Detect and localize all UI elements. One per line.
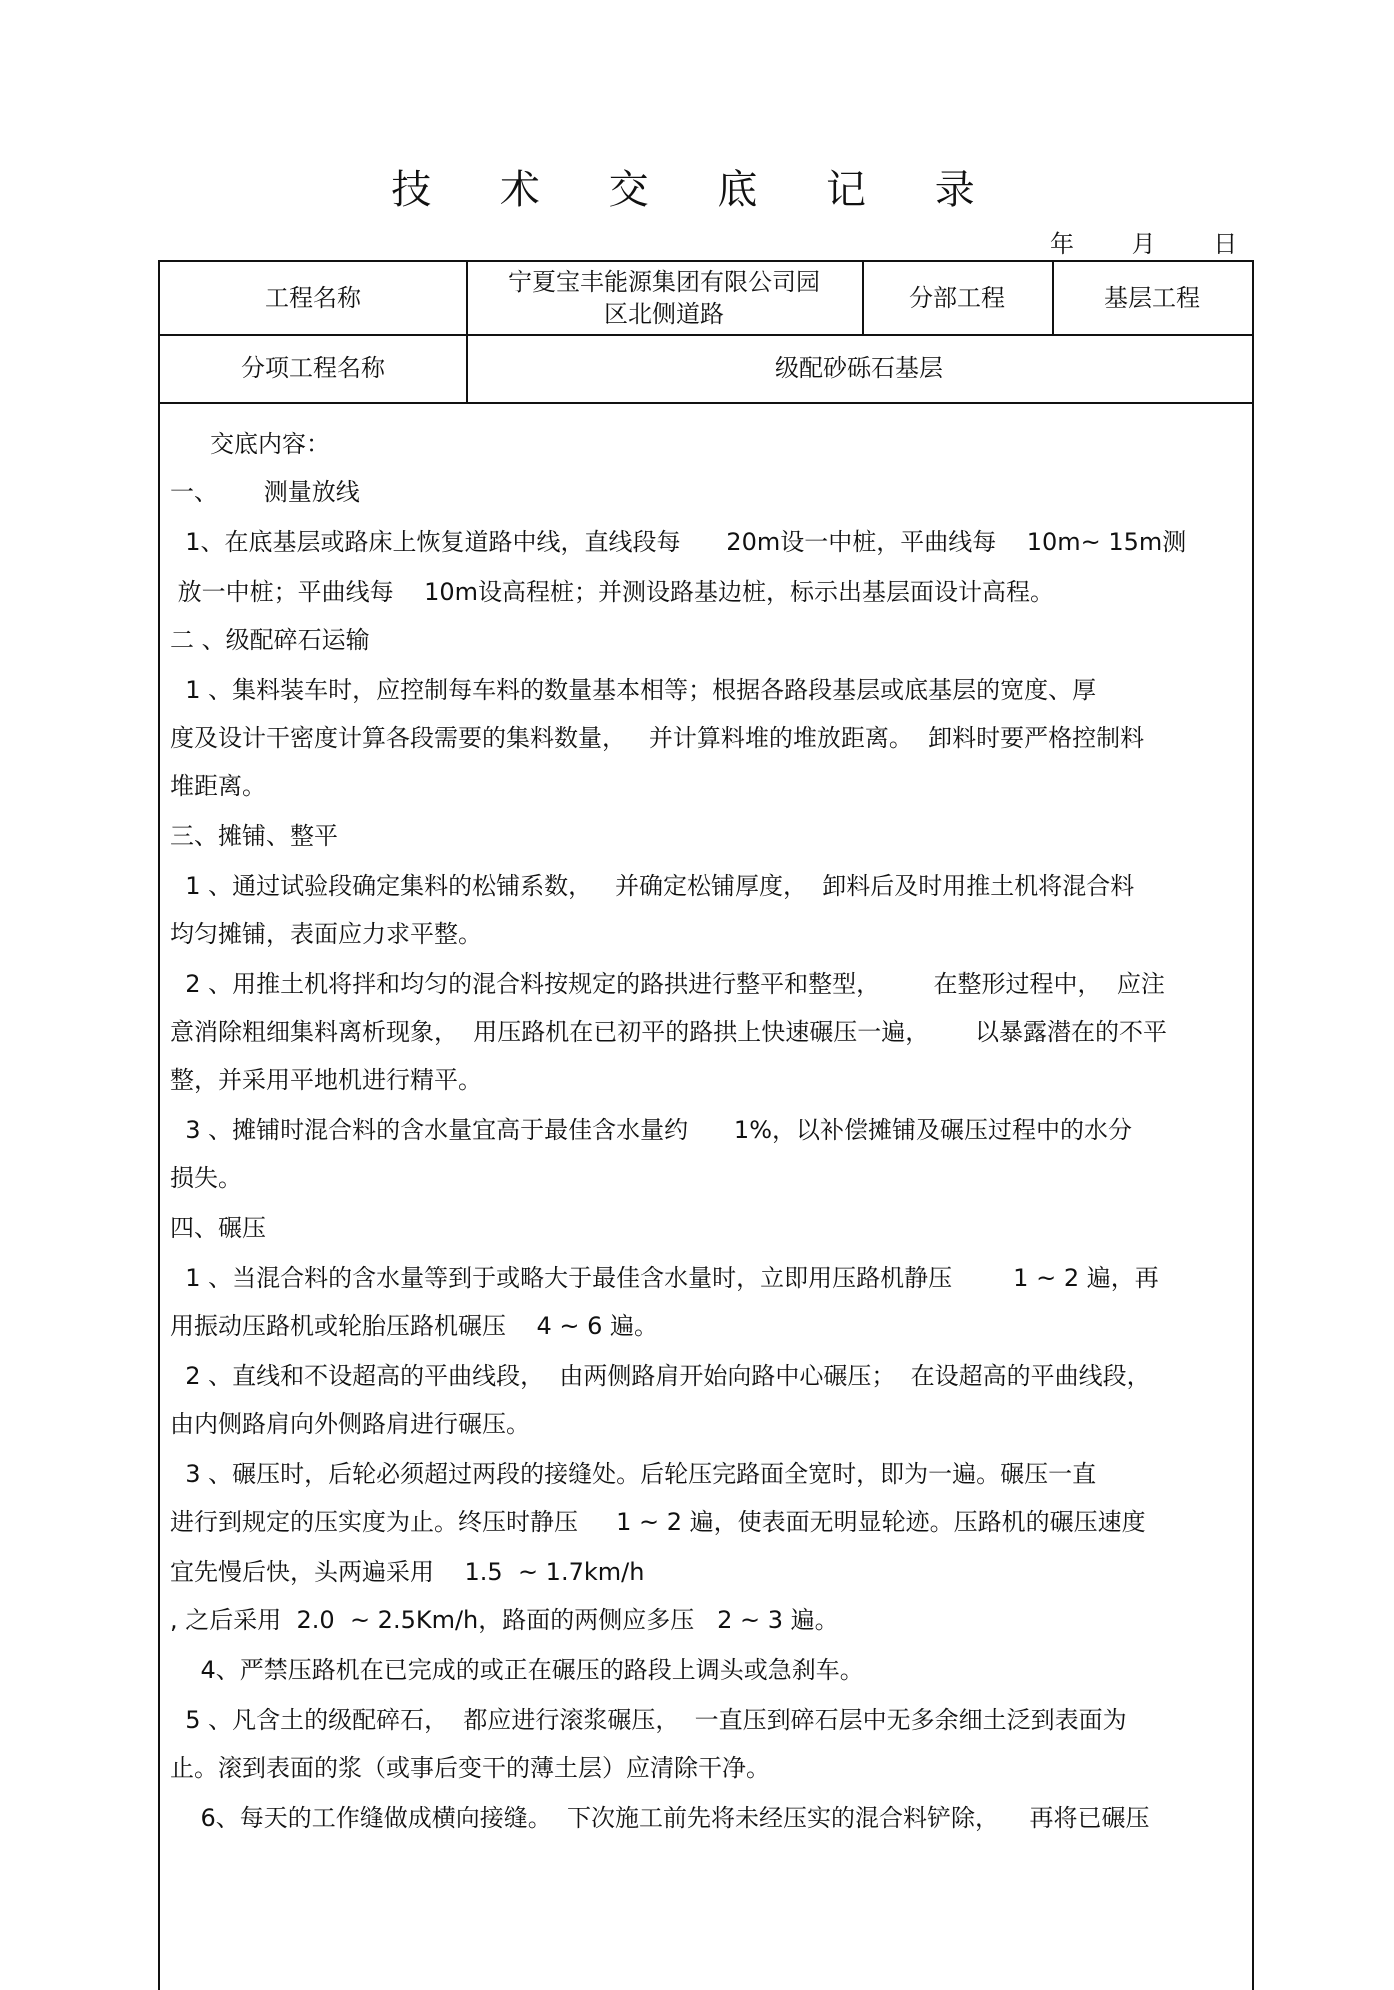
content-line: 四、碾压	[170, 1214, 266, 1242]
project-name-line-2: 区北侧道路	[604, 300, 724, 328]
item-name-value: 级配砂砾石基层	[775, 354, 943, 382]
content-line: 3 、碾压时，后轮必须超过两段的接缝处。后轮压完路面全宽时，即为一遍。碾压一直	[170, 1460, 1097, 1488]
content-line: 1 、当混合料的含水量等到于或略大于最佳含水量时，立即用压路机静压 1 ~ 2 遍，再	[170, 1264, 1159, 1292]
content-line: 4、严禁压路机在已完成的或正在碾压的路段上调头或急刹车。	[170, 1656, 864, 1684]
content-line: 度及设计干密度计算各段需要的集料数量， 并计算料堆的堆放距离。 卸料时要严格控制料	[170, 724, 1145, 752]
date-day: 日	[1213, 230, 1238, 258]
content-line: 放一中桩；平曲线每 10m设高程桩；并测设路基边桩，标示出基层面设计高程。	[170, 578, 1055, 606]
content-line: 1 、通过试验段确定集料的松铺系数， 并确定松铺厚度， 卸料后及时用推土机将混合料	[170, 872, 1135, 900]
date-month: 月	[1131, 230, 1156, 258]
content-line: 一、 测量放线	[170, 478, 360, 506]
table-row-divider	[160, 402, 1252, 404]
content-line: 整，并采用平地机进行精平。	[170, 1066, 482, 1094]
content-line: 5 、凡含土的级配碎石， 都应进行滚浆碾压， 一直压到碎石层中无多余细土泛到表面为	[170, 1706, 1127, 1734]
sub-project-value: 基层工程	[1104, 284, 1200, 312]
content-line: 2 、用推土机将拌和均匀的混合料按规定的路拱进行整平和整型， 在整形过程中， 应注	[170, 970, 1165, 998]
content-line: 由内侧路肩向外侧路肩进行碾压。	[170, 1410, 530, 1438]
content-line: 1 、集料装车时，应控制每车料的数量基本相等；根据各路段基层或底基层的宽度、厚	[170, 676, 1097, 704]
content-line: 6、每天的工作缝做成横向接缝。 下次施工前先将未经压实的混合料铲除， 再将已碾压	[170, 1804, 1150, 1832]
content-line: 宜先慢后快，头两遍采用 1.5 ~ 1.7km/h	[170, 1558, 645, 1586]
date-year: 年	[1050, 230, 1074, 258]
content-line: 用振动压路机或轮胎压路机碾压 4 ~ 6 遍。	[170, 1312, 659, 1340]
content-line: 三、摊铺、整平	[170, 822, 338, 850]
project-name-label: 工程名称	[265, 284, 361, 312]
content-line: , 之后采用 2.0 ~ 2.5Km/h，路面的两侧应多压 2 ~ 3 遍。	[170, 1606, 839, 1634]
content-line: 堆距离。	[170, 772, 266, 800]
content-line: 止。滚到表面的浆（或事后变干的薄土层）应清除干净。	[170, 1754, 770, 1782]
content-line: 交底内容：	[210, 430, 330, 458]
content-line: 损失。	[170, 1164, 242, 1192]
page-title: 技 术 交 底 记 录	[391, 167, 1003, 213]
project-name-line-1: 宁夏宝丰能源集团有限公司园	[508, 268, 820, 296]
sub-project-label: 分部工程	[909, 284, 1005, 312]
content-line: 二 、级配碎石运输	[170, 626, 370, 654]
content-line: 均匀摊铺，表面应力求平整。	[170, 920, 482, 948]
record-table	[158, 260, 1254, 1990]
content-line: 2 、直线和不设超高的平曲线段， 由两侧路肩开始向路中心碾压； 在设超高的平曲线段，	[170, 1362, 1151, 1390]
date-line	[1050, 224, 1237, 259]
content-line: 意消除粗细集料离析现象， 用压路机在已初平的路拱上快速碾压一遍， 以暴露潜在的不平	[170, 1018, 1168, 1046]
project-name-value	[466, 262, 862, 334]
content-line: 进行到规定的压实度为止。终压时静压 1 ~ 2 遍，使表面无明显轮迹。压路机的碾压速度	[170, 1508, 1146, 1536]
content-line: 1、在底基层或路床上恢复道路中线，直线段每 20m设一中桩，平曲线每 10m~ 15m测	[170, 528, 1187, 556]
item-name-label: 分项工程名称	[241, 354, 385, 382]
content-line: 3 、摊铺时混合料的含水量宜高于最佳含水量约 1%，以补偿摊铺及碾压过程中的水分	[170, 1116, 1133, 1144]
